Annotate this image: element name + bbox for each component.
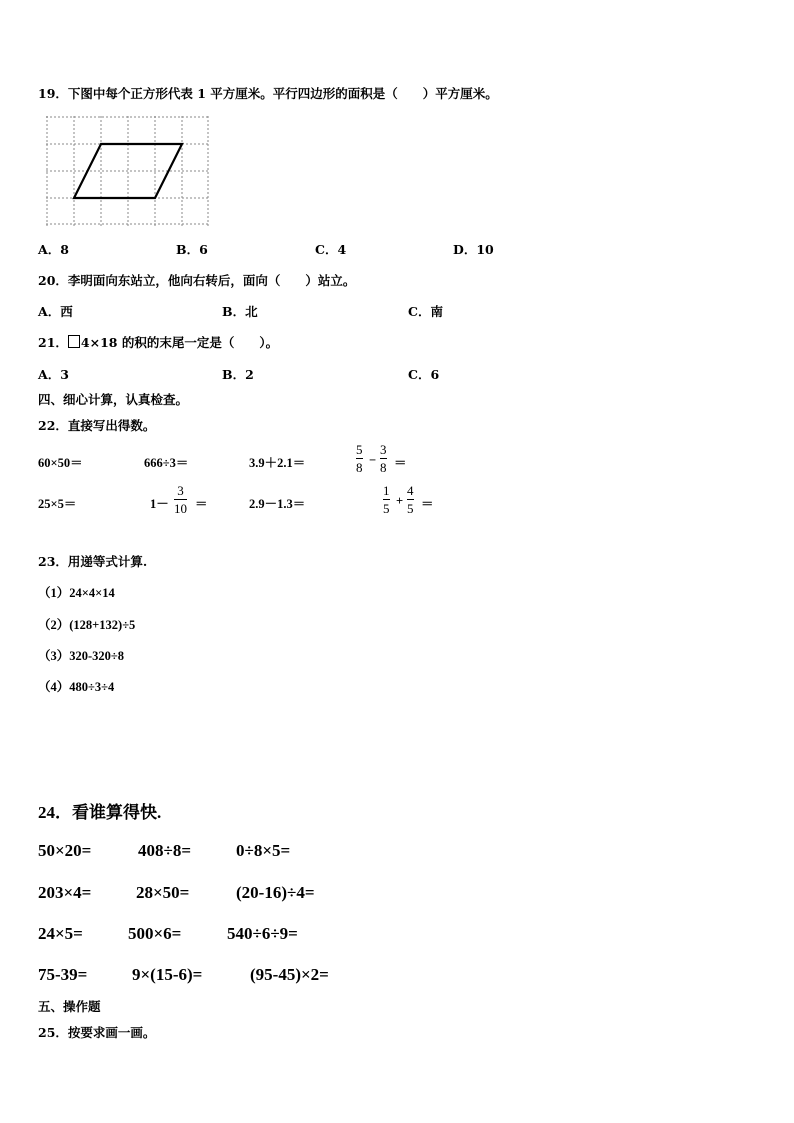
q21-option-c: C．6 bbox=[408, 367, 440, 382]
fraction-5-8: 5 8 bbox=[356, 442, 363, 475]
fraction-3-8: 3 8 bbox=[380, 442, 387, 475]
q21-option-b: B．2 bbox=[222, 367, 254, 382]
q23-item-1: （1）24×4×14 bbox=[38, 586, 115, 600]
q24-r3-c1: 24×5= bbox=[38, 924, 83, 943]
question-19-text: 19．下图中每个正方形代表 1 平方厘米。平行四边形的面积是（ ）平方厘米。 bbox=[38, 86, 498, 101]
q19-option-b: B．6 bbox=[176, 242, 208, 257]
q24-r3-c2: 500×6= bbox=[128, 924, 182, 943]
question-24-title: 24．看谁算得快. bbox=[38, 803, 162, 822]
calc-3.9plus2.1: 3.9＋2.1＝ bbox=[249, 456, 306, 470]
q21-option-a: A．3 bbox=[38, 367, 69, 382]
q23-item-3: （3）320-320÷8 bbox=[38, 649, 125, 663]
calc-25x5: 25×5＝ bbox=[38, 497, 77, 511]
q24-r1-c1: 50×20= bbox=[38, 841, 92, 860]
q19-option-a: A．8 bbox=[38, 242, 69, 257]
calc-60x50: 60×50＝ bbox=[38, 456, 83, 470]
q24-r3-c3: 540÷6÷9= bbox=[227, 924, 298, 943]
question-23-title: 23．用递等式计算. bbox=[38, 554, 148, 569]
q24-r4-c2: 9×(15-6)= bbox=[132, 965, 203, 984]
section-5-heading: 五、操作题 bbox=[38, 999, 101, 1014]
question-20-text: 20．李明面向东站立，他向右转后，面向（ ）站立。 bbox=[38, 273, 356, 288]
parallelogram-grid-figure bbox=[44, 114, 210, 228]
fraction-3-10: 3 10 bbox=[174, 483, 187, 516]
q21-number: 21． bbox=[38, 335, 68, 350]
calc-2.9minus1.3: 2.9－1.3＝ bbox=[249, 497, 306, 511]
q24-r2-c3: (20-16)÷4= bbox=[236, 883, 315, 902]
q20-option-b: B．北 bbox=[222, 304, 258, 319]
calc-666div3: 666÷3＝ bbox=[144, 456, 189, 470]
q23-item-4: （4）480÷3÷4 bbox=[38, 680, 115, 694]
q24-r2-c1: 203×4= bbox=[38, 883, 92, 902]
q19-option-d: D．10 bbox=[453, 242, 494, 257]
question-21-text bbox=[38, 333, 278, 351]
section-4-heading: 四、细心计算，认真检查。 bbox=[38, 392, 189, 407]
q21-expression: 4×18 的积的末尾一定是（ ）。 bbox=[80, 335, 279, 350]
fraction-1-5: 1 5 bbox=[383, 483, 390, 516]
q20-option-a: A．西 bbox=[38, 304, 73, 319]
q24-r2-c2: 28×50= bbox=[136, 883, 190, 902]
q24-r4-c3: (95-45)×2= bbox=[250, 965, 329, 984]
fraction-4-5: 4 5 bbox=[407, 483, 414, 516]
q24-r1-c3: 0÷8×5= bbox=[236, 841, 291, 860]
question-22-title: 22．直接写出得数。 bbox=[38, 418, 156, 433]
q24-r1-c2: 408÷8= bbox=[138, 841, 192, 860]
q23-item-2: （2）(128+132)÷5 bbox=[38, 618, 136, 632]
question-25-text: 25．按要求画一画。 bbox=[38, 1025, 156, 1040]
q19-option-c: C．4 bbox=[315, 242, 347, 257]
q20-option-c: C．南 bbox=[408, 304, 443, 319]
blank-box-icon bbox=[68, 335, 80, 348]
q24-r4-c1: 75-39= bbox=[38, 965, 88, 984]
